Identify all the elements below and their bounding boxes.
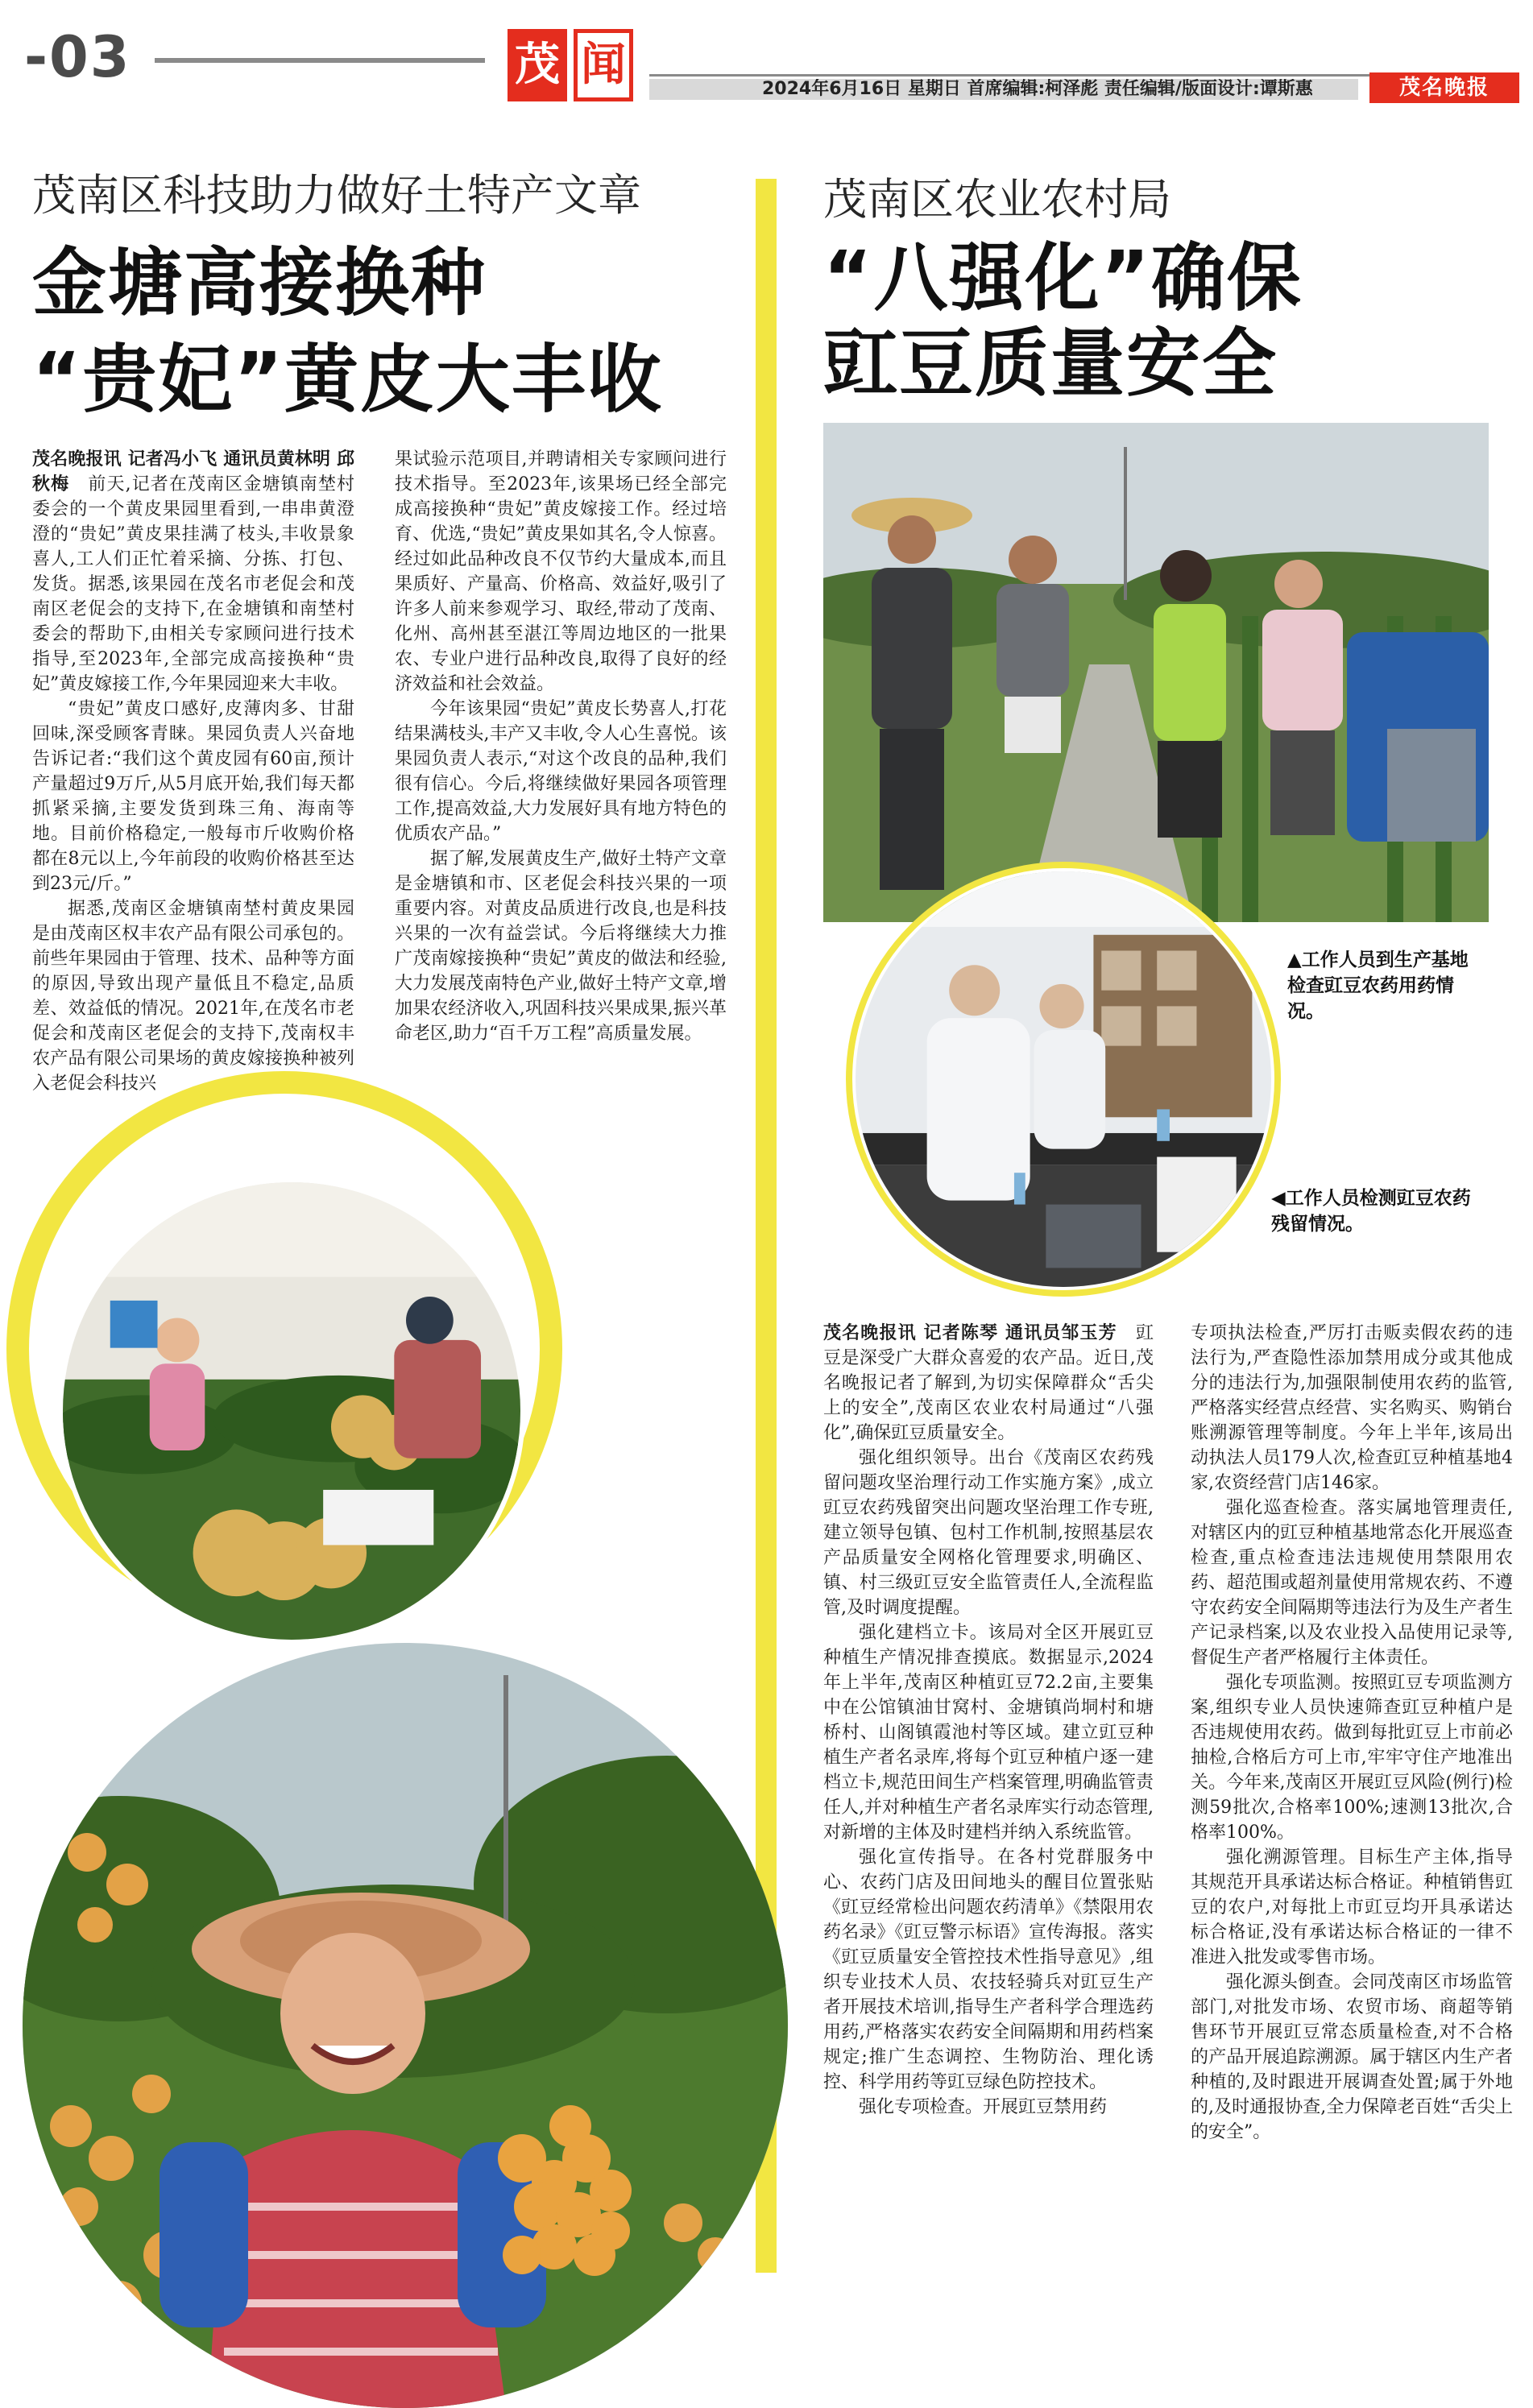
left-col2-para-3: 据了解,发展黄皮生产,做好土特产文章是金塘镇和市、区老促会科技兴果的一项重要内容。对黄皮品质进行改良,也是科技兴果的一次有益尝试。今后将继续大力推广茂南嫁接换种“贵妃”黄皮的做法和经验,大力发展茂南特色产业,做好土特产文章,增加果农经济收入,巩固科技兴果成果,振兴革命老区,助力“百千万工程”高质量发展。 [395, 849, 727, 1044]
photo-sorting-fruit [58, 1177, 525, 1645]
dateline: 2024年6月16日 星期日 首席编辑:柯泽彪 责任编辑/版面设计:谭斯惠 [649, 79, 1358, 100]
left-col1-para-2: “贵妃”黄皮口感好,皮薄肉多、甘甜回味,深受顾客青睐。果园负责人兴奋地告诉记者:“我们这个黄皮园有60亩,预计产量超过9万斤,从5月底开始,我们每天都抓紧采摘,主要发货到珠三角、海南等地。目前价格稳定,一般每市斤收购价格都在8元以上,今年前段的收购价格甚至达到23元/斤。” [32, 699, 354, 894]
right-col2-para-1: 专项执法检查,严厉打击贩卖假农药的违法行为,严查隐性添加禁用成分或其他成分的违法行为,加强限制使用农药的监管,严格落实经营点经营、实名购买、购销台账溯源管理等制度。今年上半年,该局出动执法人员179人次,检查豇豆种植基地4家,农资经营门店146家。 [1191, 1323, 1513, 1493]
left-kicker: 茂南区科技助力做好土特产文章 [32, 170, 641, 221]
photo-lab-testing [852, 868, 1274, 1290]
right-col2-para-4: 强化溯源管理。目标生产主体,指导其规范开具承诺达标合格证。种植销售豇豆的农户,对每批上市豇豆均开具承诺达标合格证,没有承诺达标合格证的一律不准进入批发或零售市场。 [1191, 1847, 1513, 1967]
right-col1-para-5: 强化专项检查。开展豇豆禁用药 [859, 2097, 1108, 2117]
right-article-column-2 [1191, 1321, 1513, 2145]
right-col2-para-3: 强化专项监测。按照豇豆专项监测方案,组织专业人员快速筛查豇豆种植户是否违规使用农药。做到每批豇豆上市前必抽检,合格后方可上市,牢牢守住产地准出关。今年来,茂南区开展豇豆风险(例行)检测59批次,合格率100%;速测13批次,合格率100%。 [1191, 1673, 1513, 1843]
right-col1-para-3: 强化建档立卡。该局对全区开展豇豆种植生产情况排查摸底。数据显示,2024年上半年,茂南区种植豇豆72.2亩,主要集中在公馆镇油甘窝村、金塘镇尚垌村和塘桥村、山阁镇霞池村等区域。建立豇豆种植生产者名录库,将每个豇豆种植户逐一建档立卡,规范田间生产档案管理,明确监管责任人,并对种植生产者名录库实行动态管理,对新增的主体及时建档并纳入系统监管。 [823, 1623, 1154, 1843]
paper-logo: 茂名晚报 [1369, 72, 1519, 103]
right-col1-para-1: 豇豆是深受广大群众喜爱的农产品。近日,茂名晚报记者了解到,为切实保障群众“舌尖上的安全”,茂南区农业农村局通过“八强化”,确保豇豆质量安全。 [823, 1323, 1154, 1443]
photo-smiling-farmer [23, 1643, 788, 2408]
right-headline-line2: 豇豆质量安全 [823, 321, 1278, 407]
section-char-1: 茂 [508, 29, 567, 101]
right-col1-para-2: 强化组织领导。出台《茂南区农药残留问题攻坚治理行动工作实施方案》,成立豇豆农药残留突出问题攻坚治理工作专班,建立领导包镇、包村工作机制,按照基层农产品质量安全网格化管理要求,明确区、镇、村三级豇豆安全监管责任人,全流程监管,及时调度提醒。 [823, 1448, 1154, 1618]
left-article-column-1 [32, 447, 354, 1096]
right-byline: 茂名晚报讯 记者陈琴 通讯员邹玉芳 [823, 1323, 1117, 1343]
left-headline-line1: 金塘高接换种 [32, 240, 487, 326]
left-col1-para-3: 据悉,茂南区金塘镇南埜村黄皮果园是由茂南区权丰农产品有限公司承包的。前些年果园由于管理、技术、品种等方面的原因,导致出现产量低且不稳定,品质差、效益低的情况。2021年,在茂名市老促会和茂南区老促会的支持下,茂南权丰农产品有限公司果场的黄皮嫁接换种被列入老促会科技兴 [32, 899, 354, 1094]
right-col1-para-4: 强化宣传指导。在各村党群服务中心、农药门店及田间地头的醒目位置张贴《豇豆经常检出问题农药清单》《禁限用农药名录》《豇豆警示标语》宣传海报。落实《豇豆质量安全管控技术性指导意见》,组织专业技术人员、农技轻骑兵对豇豆生产者开展技术培训,指导生产者科学合理选药用药,严格落实农药安全间隔期和用药档案规定;推广生态调控、生物防治、理化诱控、科学用药等豇豆绿色防控技术。 [823, 1847, 1154, 2092]
left-article-column-2 [395, 447, 727, 1046]
section-char-2: 闻 [574, 29, 633, 101]
right-headline-line1: “八强化”确保 [823, 235, 1303, 321]
page-number: -03 [24, 24, 131, 90]
right-article-column-1 [823, 1321, 1154, 2120]
masthead-rule-left [155, 58, 485, 63]
caption-field-inspection: ▲工作人员到生产基地检查豇豆农药用药情况。 [1287, 950, 1469, 1022]
left-col1-para-1: 前天,记者在茂南区金塘镇南埜村委会的一个黄皮果园里看到,一串串黄澄澄的“贵妃”黄皮果挂满了枝头,丰收景象喜人,工人们正忙着采摘、分拣、打包、发货。据悉,该果园在茂名市老促会和茂南区老促会的支持下,在金塘镇和南埜村委会的帮助下,由相关专家顾问进行技术指导,至2023年,全部完成高接换种“贵妃”黄皮嫁接工作,今年果园迎来大丰收。 [32, 474, 354, 694]
left-headline-line2: “贵妃”黄皮大丰收 [32, 337, 663, 423]
section-badge [508, 29, 636, 101]
left-byline: 茂名晚报讯 记者冯小飞 通讯员黄林明 邱秋梅 [32, 449, 354, 494]
right-col2-para-5: 强化源头倒查。会同茂南区市场监管部门,对批发市场、农贸市场、商超等销售环节开展豇豆常态质量检查,对不合格的产品开展追踪溯源。属于辖区内生产者种植的,及时跟进开展调查处置;属于外地的,及时通报协查,全力保障老百姓“舌尖上的安全”。 [1191, 1972, 1513, 2142]
left-col2-para-1: 果试验示范项目,并聘请相关专家顾问进行技术指导。至2023年,该果场已经全部完成高接换种“贵妃”黄皮嫁接工作。经过培育、优选,“贵妃”黄皮果如其名,令人惊喜。经过如此品种改良不仅节约大量成本,而且果质好、产量高、价格高、效益好,吸引了许多人前来参观学习、取经,带动了茂南、化州、高州甚至湛江等周边地区的一批果农、专业户进行品种改良,取得了良好的经济效益和社会效益。 [395, 449, 727, 694]
right-col2-para-2: 强化巡查检查。落实属地管理责任,对辖区内的豇豆种植基地常态化开展巡查检查,重点检查违法违规使用禁限用农药、超范围或超剂量使用常规农药、不遵守农药安全间隔期等违法行为及生产者生产记录档案,以及农业投入品使用记录等,督促生产者严格履行主体责任。 [1191, 1498, 1513, 1668]
left-col2-para-2: 今年该果园“贵妃”黄皮长势喜人,打花结果满枝头,丰产又丰收,令人心生喜悦。该果园负责人表示,“对这个改良的品种,我们很有信心。今后,将继续做好果园各项管理工作,提高效益,大力发展好具有地方特色的优质农产品。” [395, 699, 727, 844]
caption-lab-testing: ◀工作人员检测豇豆农药残留情况。 [1271, 1188, 1471, 1235]
right-kicker: 茂南区农业农村局 [823, 174, 1171, 225]
photo-field-inspection [823, 423, 1489, 922]
